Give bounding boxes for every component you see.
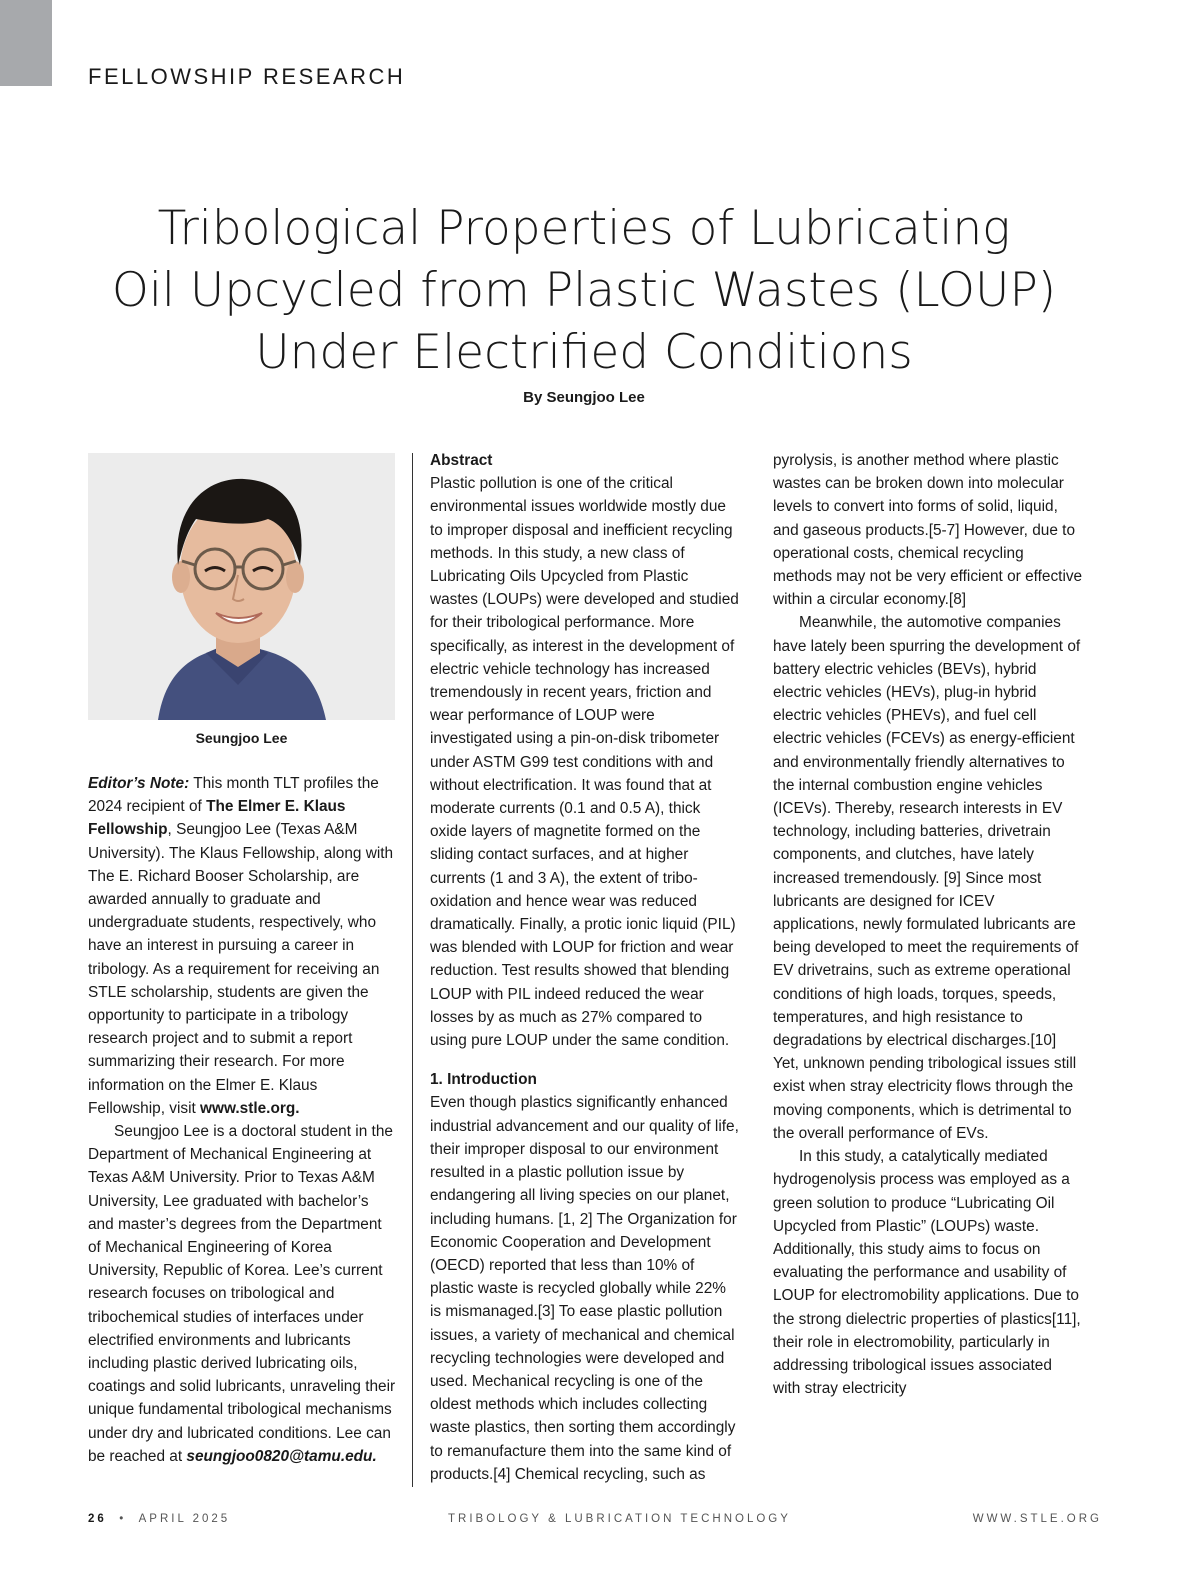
photo-caption: Seungjoo Lee — [195, 730, 288, 746]
title-line: Tribological Properties of Lubricating — [157, 201, 1011, 256]
author-photo — [88, 453, 395, 720]
footer-website[interactable]: WWW.STLE.ORG — [972, 1513, 1102, 1525]
introduction-heading: 1. Introduction — [430, 1071, 537, 1089]
editor-note-paragraph — [88, 772, 398, 1120]
author-bio-paragraph — [88, 1120, 398, 1468]
website-link[interactable]: www.stle.org. — [200, 1099, 300, 1117]
introduction-paragraph-3: In this study, a catalytically mediated hydrogenolysis process was employed as a green solution to produce “Lubricating Oil Upcycled from Plastic” (LOUPs) waste. Additionally, this study aims to focus on evaluating the performance and usability of LOUP for electromobility applications. Due to the strong dielectric properties of plastics[11], their role in electromobility, particularly in addressing tribological issues associated with stray electricity — [773, 1148, 1081, 1398]
title-line: Oil Upcycled from Plastic Wastes (LOUP) — [111, 263, 1057, 318]
introduction-paragraph-1-continued: pyrolysis, is another method where plastic wastes can be broken down into molecular levels to convert into forms of solid, liquid, and gaseous products.[5-7] However, due to operational costs, chemical recycling methods may not be very efficient or effective within a circular economy.[8] — [773, 452, 1083, 609]
column-divider — [412, 453, 413, 1487]
editor-note-text: , Seungjoo Lee (Texas A&M University). The Klaus Fellowship, along with The E. Richard Booser Scholarship, are awarded annually to graduate and undergraduate students, respectively, who have an interest in pursuing a career in tribology. As a requirement for receiving an STLE scholarship, students are given the opportunity to participate in a tribology research project and to submit a report summarizing their research. For more information on the Elmer E. Klaus Fellowship, visit — [88, 821, 394, 1117]
author-portrait-illustration — [88, 453, 395, 720]
editor-note-text: This month TLT profiles the 2024 recipient of — [88, 775, 379, 816]
fellowship-name: The Elmer E. Klaus Fellowship — [88, 798, 346, 839]
author-email-link[interactable]: seungjoo0820@tamu.edu. — [186, 1447, 377, 1465]
section-tab-marker — [0, 0, 52, 86]
publication-name: TRIBOLOGY & LUBRICATION TECHNOLOGY — [448, 1513, 791, 1525]
right-column — [773, 449, 1083, 1400]
footer-separator: • — [119, 1513, 127, 1525]
introduction-paragraph-1: Even though plastics significantly enhanced industrial advancement and our quality of life, their improper disposal to our environment resulted in a plastic pollution issue by endangering all living species on our planet, including humans. [1, 2] The Organization for Economic Cooperation and Development (OECD) reported that less than 10% of plastic waste is recycled globally while 22% is mismanaged.[3] To ease plastic pollution issues, a variety of mechanical and chemical recycling technologies were developed and used. Mechanical recycling is one of the oldest methods which includes collecting waste plastics, then sorting them accordingly to remanufacture them into the same kind of products.[4] Chemical recycling, such as — [430, 1094, 739, 1483]
page-number: 26 — [88, 1513, 107, 1525]
title-line: Under Electrified Conditions — [255, 325, 913, 380]
introduction-paragraph-2: Meanwhile, the automotive companies have lately been spurring the development of battery electric vehicles (BEVs), hybrid electric vehicles (HEVs), plug-in hybrid electric vehicles (PHEVs), and fuel cell electric vehicles (FCEVs) as energy-efficient and environmentally friendly alternatives to the internal combustion engine vehicles (ICEVs). Thereby, research interests in EV technology, including batteries, drivetrain components, and clutches, have lately increased tremendously. [9] Since most lubricants are designed for ICEV applications, newly formulated lubricants are being developed to meet the requirements of EV drivetrains, such as extreme operational conditions of high loads, torques, speeds, temperatures, and high resistance to degradations by electrical discharges.[10] Yet, unknown pending tribological issues still exist when stray electricity flows through the moving components, which is detrimental to the overall performance of EVs. — [773, 614, 1081, 1142]
issue-date: APRIL 2025 — [138, 1513, 231, 1525]
abstract-heading: Abstract — [430, 452, 493, 469]
abstract-column — [430, 449, 740, 1486]
abstract-text: Plastic pollution is one of the critical environmental issues worldwide mostly due to improper disposal and inefficient recycling methods. In this study, a new class of Lubricating Oils Upcycled from Plastic wastes (LOUPs) were developed and studied for their tribological performance. More specifically, as interest in the development of electric vehicle technology has increased tremendously in recent years, friction and wear performance of LOUP were investigated using a pin-on-disk tribometer under ASTM G99 test conditions with and without electrification. It was found that at moderate currents (0.1 and 0.5 A), thick oxide layers of magnetite formed on the sliding contact surfaces, and at higher currents (1 and 3 A), the extent of tribo-oxidation and hence wear was reduced dramatically. Finally, a protic ionic liquid (PIL) was blended with LOUP for friction and wear reduction. Test results showed that blending LOUP with PIL indeed reduced the wear losses by as much as 27% compared to using pure LOUP under the same condition. — [430, 475, 739, 1050]
section-label: FELLOWSHIP RESEARCH — [88, 64, 406, 89]
editor-note-label: Editor’s Note: — [88, 775, 190, 792]
byline: By Seungjoo Lee — [523, 389, 645, 406]
author-bio-text: Seungjoo Lee is a doctoral student in the Department of Mechanical Engineering at Texas A&M University. Prior to Texas A&M University, Lee graduated with bachelor’s and master’s degrees from the Department of Mechanical Engineering of Korea University, Republic of Korea. Lee’s current research focuses on tribological and tribochemical studies of interfaces under electrified environments and lubricants including plastic derived lubricating oils, coatings and solid lubricants, unraveling their unique fundamental tribological mechanisms under dry and lubricated conditions. Lee can be reached at — [88, 1123, 396, 1465]
editor-note-column — [88, 772, 398, 1468]
footer-issue — [88, 1513, 230, 1525]
article-title — [60, 198, 1108, 384]
